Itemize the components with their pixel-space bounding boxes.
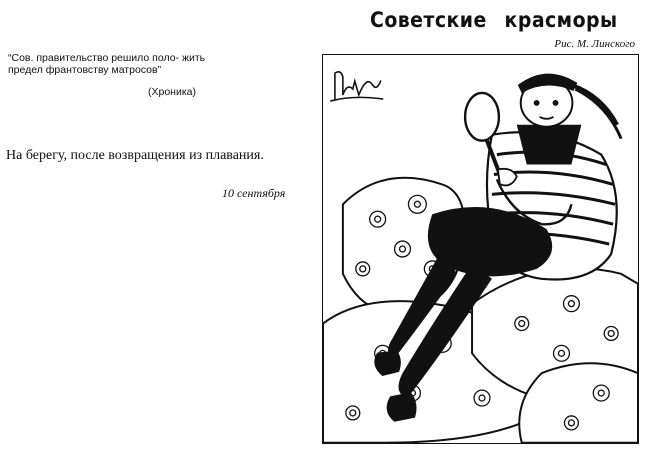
- publication-date: 10 сентября: [222, 186, 286, 200]
- cartoon-drawing: [323, 55, 638, 443]
- illustration-credit: Рис. М. Линского: [554, 38, 635, 50]
- cartoon-illustration: [322, 54, 639, 444]
- artist-signature: [331, 72, 383, 101]
- epigraph-source: (Хроника): [148, 86, 197, 98]
- cartoon-caption: На берегу, после возвращения из плавания.: [6, 148, 264, 163]
- headline: Советские красморы: [370, 8, 618, 32]
- epigraph-quote: “Сов. правительство решило поло- жить предел франтовству матросов”: [8, 52, 206, 76]
